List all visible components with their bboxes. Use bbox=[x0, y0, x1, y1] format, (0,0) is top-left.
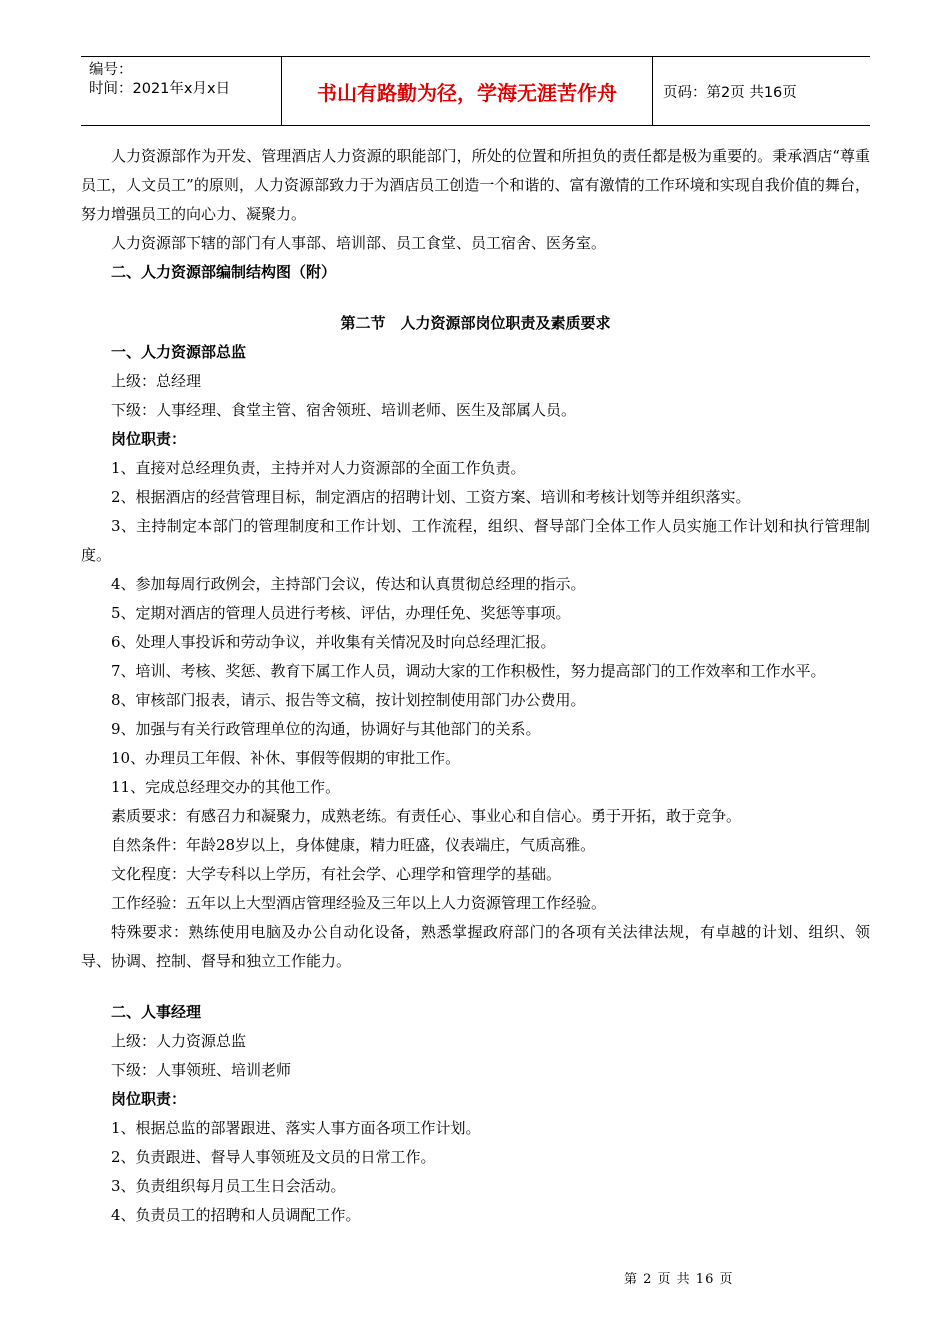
intro-heading-2: 二、人力资源部编制结构图（附） bbox=[111, 263, 337, 281]
manager-superior: 上级：人力资源总监 bbox=[111, 1032, 247, 1050]
director-duty-item: 4、参加每周行政例会，主持部门会议，传达和认真贯彻总经理的指示。 bbox=[111, 575, 586, 593]
spacer bbox=[81, 287, 870, 309]
document-time-label: 时间：2021年x月x日 bbox=[89, 81, 231, 97]
director-education: 文化程度：大学专科以上学历，有社会学、心理学和管理学的基础。 bbox=[111, 865, 562, 883]
header-left-cell bbox=[81, 57, 282, 125]
director-superior: 上级：总经理 bbox=[111, 372, 202, 390]
director-duties-label: 岗位职责： bbox=[111, 430, 187, 448]
director-natural-conditions: 自然条件：年龄28岁以上，身体健康，精力旺盛，仪表端庄，气质高雅。 bbox=[111, 836, 596, 854]
manager-subordinate: 下级：人事领班、培训老师 bbox=[111, 1061, 292, 1079]
director-experience: 工作经验：五年以上大型酒店管理经验及三年以上人力资源管理工作经验。 bbox=[111, 894, 607, 912]
director-duty-item: 3、主持制定本部门的管理制度和工作计划、工作流程，组织、督导部门全体工作人员实施工作计划和执行管理制度。 bbox=[81, 517, 870, 564]
manager-heading: 二、人事经理 bbox=[111, 1003, 202, 1021]
manager-duties-label: 岗位职责： bbox=[111, 1090, 187, 1108]
director-duty-item: 5、定期对酒店的管理人员进行考核、评估，办理任免、奖惩等事项。 bbox=[111, 604, 571, 622]
section-title: 第二节 人力资源部岗位职责及素质要求 bbox=[340, 314, 611, 332]
intro-paragraph-2: 人力资源部下辖的部门有人事部、培训部、员工食堂、员工宿舍、医务室。 bbox=[111, 234, 607, 252]
director-subordinate: 下级：人事经理、食堂主管、宿舍领班、培训老师、医生及部属人员。 bbox=[111, 401, 577, 419]
director-duty-item: 7、培训、考核、奖惩、教育下属工作人员，调动大家的工作积极性，努力提高部门的工作效率和工作水平。 bbox=[111, 662, 826, 680]
director-duty-item: 9、加强与有关行政管理单位的沟通，协调好与其他部门的关系。 bbox=[111, 720, 541, 738]
director-duty-item: 2、根据酒店的经营管理目标，制定酒店的招聘计划、工资方案、培训和考核计划等并组织落实。 bbox=[111, 488, 751, 506]
director-quality: 素质要求：有感召力和凝聚力，成熟老练。有责任心、事业心和自信心。勇于开拓，敢于竞争。 bbox=[111, 807, 742, 825]
manager-duty-item: 1、根据总监的部署跟进、落实人事方面各项工作计划。 bbox=[111, 1119, 481, 1137]
director-duty-item: 10、办理员工年假、补休、事假等假期的审批工作。 bbox=[111, 749, 461, 767]
document-body bbox=[81, 142, 870, 1230]
director-duty-item: 8、审核部门报表，请示、报告等文稿，按计划控制使用部门办公费用。 bbox=[111, 691, 586, 709]
director-duty-item: 1、直接对总经理负责，主持并对人力资源部的全面工作负责。 bbox=[111, 459, 526, 477]
director-duty-item: 11、完成总经理交办的其他工作。 bbox=[111, 778, 341, 796]
page-footer: 第 2 页 共 16 页 bbox=[624, 1272, 734, 1287]
header-motto: 书山有路勤为径，学海无涯苦作舟 bbox=[282, 57, 653, 125]
manager-duty-item: 3、负责组织每月员工生日会活动。 bbox=[111, 1177, 346, 1195]
director-special-requirements: 特殊要求：熟练使用电脑及办公自动化设备，熟悉掌握政府部门的各项有关法律法规，有卓越的计划、组织、领导、协调、控制、督导和独立工作能力。 bbox=[81, 923, 870, 970]
header-page-info: 页码：第2页 共16页 bbox=[663, 84, 797, 101]
intro-paragraph-1: 人力资源部作为开发、管理酒店人力资源的职能部门，所处的位置和所担负的责任都是极为重要的。秉承酒店“尊重员工，人文员工”的原则，人力资源部致力于为酒店员工创造一个和谐的、富有激情的工作环境和实现自我价值的舞台，努力增强员工的向心力、凝聚力。 bbox=[81, 147, 870, 223]
director-heading: 一、人力资源部总监 bbox=[111, 343, 247, 361]
director-duty-item: 6、处理人事投诉和劳动争议，并收集有关情况及时向总经理汇报。 bbox=[111, 633, 556, 651]
document-number-label: 编号： bbox=[89, 62, 133, 78]
manager-duty-item: 4、负责员工的招聘和人员调配工作。 bbox=[111, 1206, 361, 1224]
page-header bbox=[81, 56, 870, 126]
spacer bbox=[81, 976, 870, 998]
manager-duty-item: 2、负责跟进、督导人事领班及文员的日常工作。 bbox=[111, 1148, 436, 1166]
